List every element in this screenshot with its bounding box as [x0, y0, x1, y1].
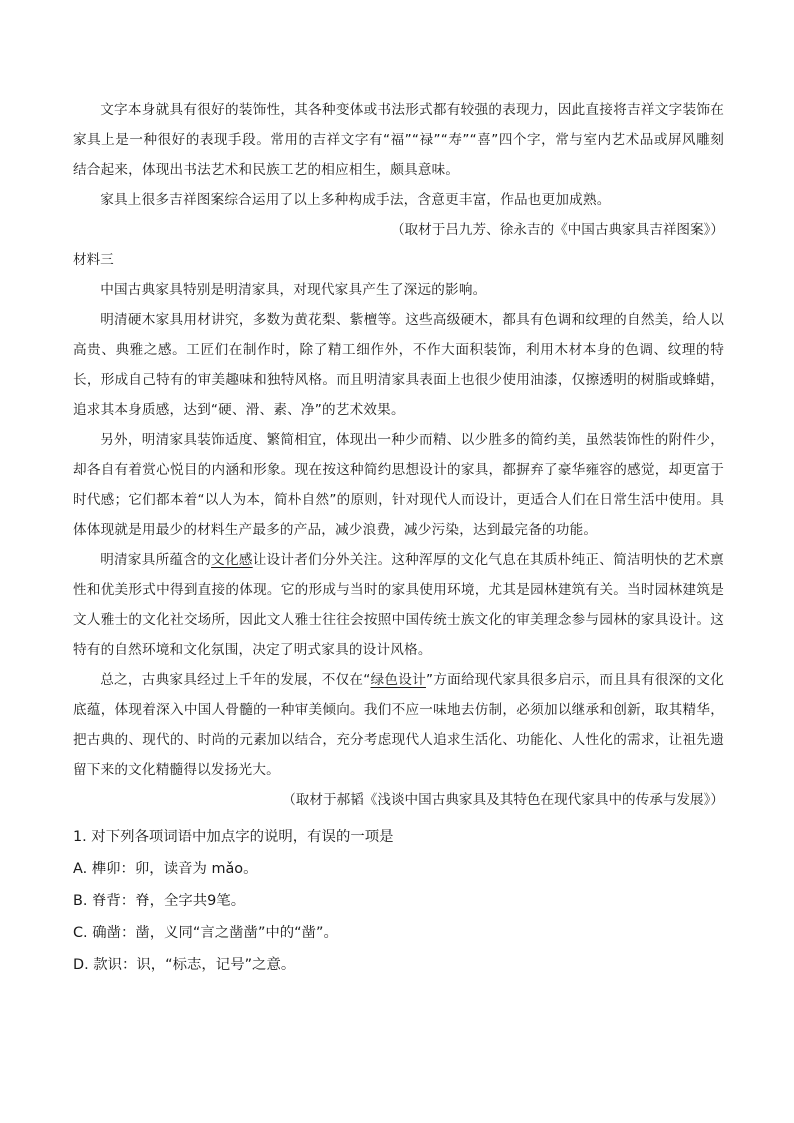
culture-underlined-term: 文化感: [211, 552, 253, 568]
material-three-label: 材料三: [73, 252, 114, 268]
paragraph-lucky-text: 文字本身就具有很好的装饰性，其各种变体或书法形式都有较强的表现力，因此直接将吉祥文字装饰在家具上是一种很好的表现手段。常用的吉祥文字有“福”“禄”“寿”“喜”四个字，常与室内艺术品或屏风雕刻结合起来，体现出书法艺术和民族工艺的相应相生，颇具意味。: [73, 102, 724, 178]
option-b: B. 脊背：脊，全字共9笔。: [73, 893, 246, 909]
paragraph-ming-qing-influence: 中国古典家具特别是明清家具，对现代家具产生了深远的影响。: [100, 282, 487, 298]
culture-text-post: 让设计者们分外关注。这种浑厚的文化气息在其质朴纯正、简洁明快的艺术禀性和优美形式中得到直接的体现。它的形成与当时的家具使用环境，尤其是园林建筑有关。当时园林建筑是文人雅士的文化社交场所，因此文人雅士往往会按照中国传统士族文化的审美理念参与园林的家具设计。这特有的自然环境和文化氛围，决定了明式家具的设计风格。: [73, 552, 724, 658]
culture-text-pre: 明清家具所蕴含的: [100, 552, 212, 568]
conclusion-text-post: ”方面给现代家具很多启示，而且具有很深的文化底蕴，体现着深入中国人骨髓的一种审美倾向。我们不应一味地去仿制，必须加以继承和创新，取其精华，把古典的、现代的、时尚的元素加以结合，充分考虑现代人追求生活化、功能化、人性化的需求，让祖先遗留下来的文化精髓得以发扬光大。: [73, 672, 724, 778]
conclusion-text-pre: 总之，古典家具经过上千年的发展，不仅在“: [100, 672, 371, 688]
paragraph-hardwood: 明清硬木家具用材讲究，多数为黄花梨、紫檀等。这些高级硬木，都具有色调和纹理的自然美，给人以高贵、典雅之感。工匠们在制作时，除了精工细作外，不作大面积装饰，利用木材本身的色调、纹理的特长，形成自己特有的审美趣味和独特风格。而且明清家具表面上也很少使用油漆，仅擦透明的树脂或蜂蜡，追求其本身质感，达到“硬、滑、素、净”的艺术效果。: [73, 312, 724, 418]
source-citation-2: （取材于郝韬《浅谈中国古典家具及其特色在现代家具中的传承与发展》）: [282, 792, 724, 808]
paragraph-conclusion: [73, 665, 724, 785]
green-design-underlined-term: 绿色设计: [370, 672, 426, 688]
question-title: 1. 对下列各项词语中加点字的说明，有误的一项是: [73, 829, 394, 845]
option-c: C. 确凿：凿，义同“言之凿凿”中的“凿”。: [73, 925, 338, 941]
option-d: D. 款识：识，“标志，记号”之意。: [73, 957, 296, 973]
source-citation-1: （取材于吕九芳、徐永吉的《中国古典家具吉祥图案》）: [390, 222, 724, 238]
paragraph-simplicity: 另外，明清家具装饰适度、繁简相宜，体现出一种少而精、以少胜多的简约美，虽然装饰性的附件少，却各自有着赏心悦目的内涵和形象。现在按这种简约思想设计的家具，都摒弃了豪华雍容的感觉，却更富于时代感；它们都本着“以人为本，简朴自然”的原则，针对现代人而设计，更适合人们在日常生活中使用。具体体现就是用最少的材料生产最多的产品，减少浪费，减少污染，达到最完备的功能。: [73, 432, 724, 538]
option-a: A. 榫卯：卯，读音为 mǎo。: [73, 861, 258, 877]
paragraph-culture: [73, 545, 724, 665]
paragraph-combined-methods: 家具上很多吉祥图案综合运用了以上多种构成手法，含意更丰富，作品也更加成熟。: [100, 192, 611, 208]
